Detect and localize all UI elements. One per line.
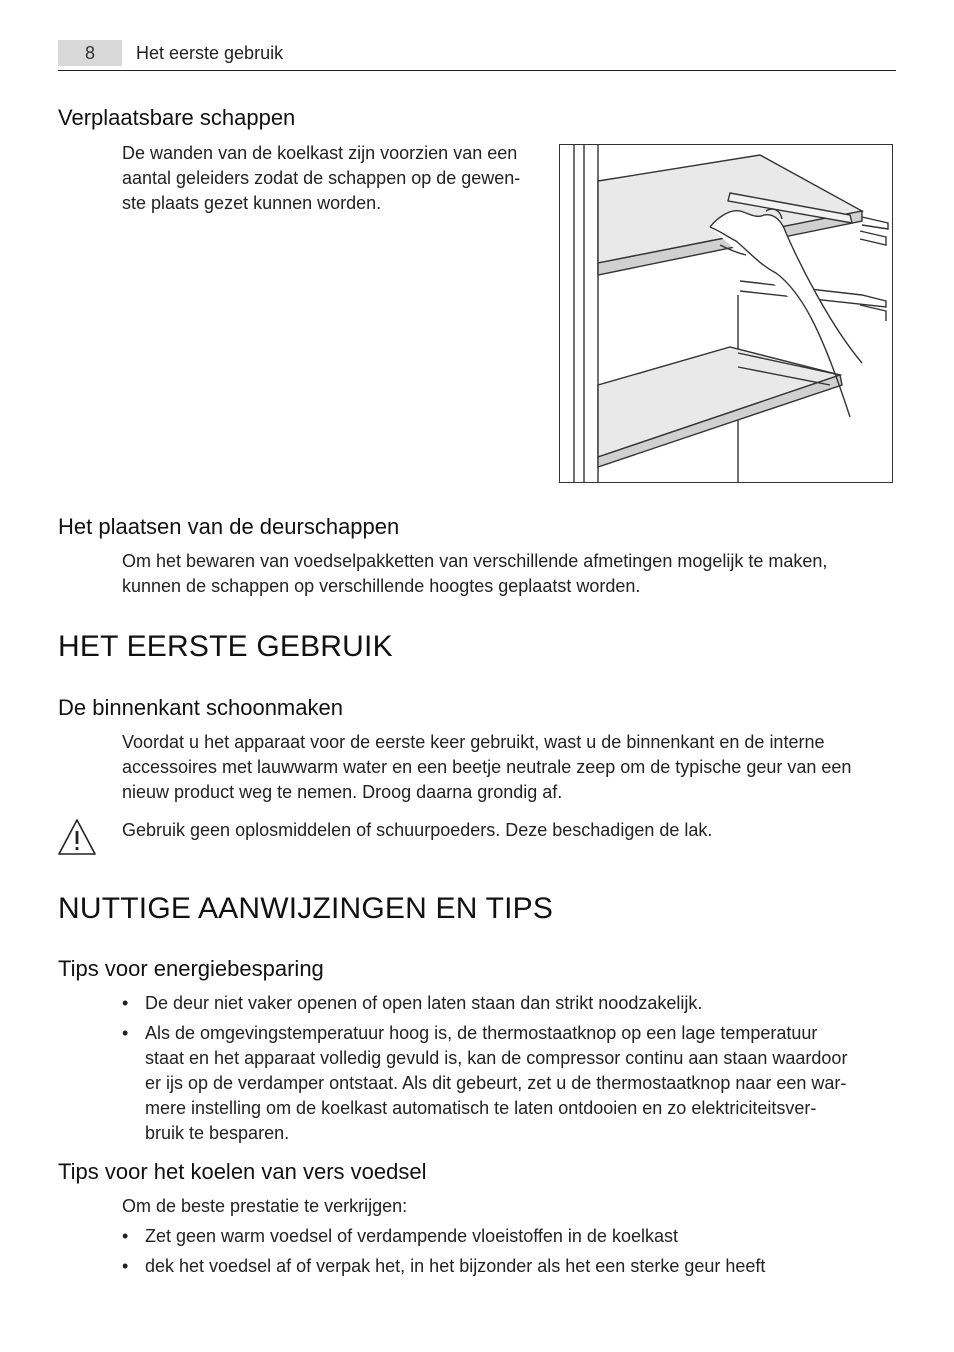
cleaning-line: nieuw product weg te nemen. Droog daarna grondig af.	[122, 782, 563, 802]
bullet-dot: •	[122, 1023, 129, 1043]
running-title: Het eerste gebruik	[136, 43, 284, 63]
fresh-food-bullet-list	[122, 1224, 912, 1279]
bullet-dot: •	[122, 1226, 129, 1246]
cleaning-text	[122, 730, 912, 805]
list-item	[122, 1021, 912, 1146]
cleaning-line: Voordat u het apparaat voor de eerste keer gebruikt, wast u de binnenkant en de interne	[122, 732, 825, 752]
door-shelves-line: Om het bewaren van voedselpakketten van verschillende afmetingen mogelijk te maken,	[122, 551, 828, 571]
list-item	[122, 1224, 912, 1249]
warning-text: Gebruik geen oplosmiddelen of schuurpoeders. Deze beschadigen de lak.	[122, 820, 713, 840]
shelves-text	[122, 141, 552, 216]
bullet-line: staat en het apparaat volledig gevuld is, kan de compressor continu aan staan waardoor	[145, 1048, 848, 1068]
bullet-dot: •	[122, 1256, 129, 1276]
door-shelves-line: kunnen de schappen op verschillende hoogtes geplaatst worden.	[122, 576, 641, 596]
list-item	[122, 1254, 912, 1279]
bullet-line: mere instelling om de koelkast automatisch te laten ontdooien en zo elektriciteitsver-	[145, 1098, 817, 1118]
shelves-line: aantal geleiders zodat de schappen op de gewen-	[122, 168, 521, 188]
bullet-line: De deur niet vaker openen of open laten staan dan strikt noodzakelijk.	[145, 993, 703, 1013]
cleaning-line: accessoires met lauwwarm water en een beetje neutrale zeep om de typische geur van een	[122, 757, 852, 777]
header-rule	[58, 70, 896, 71]
bullet-line: dek het voedsel af of verpak het, in het bijzonder als het een sterke geur heeft	[145, 1256, 766, 1276]
shelves-heading: Verplaatsbare schappen	[58, 105, 296, 130]
page-number: 8	[58, 40, 122, 66]
bullet-line: Zet geen warm voedsel of verdampende vloeistoffen in de koelkast	[145, 1226, 678, 1246]
fresh-food-heading: Tips voor het koelen van vers voedsel	[58, 1159, 427, 1184]
tips-title: NUTTIGE AANWIJZINGEN EN TIPS	[58, 892, 554, 925]
cleaning-heading: De binnenkant schoonmaken	[58, 695, 343, 720]
energy-bullet-list	[122, 991, 912, 1146]
bullet-line: bruik te besparen.	[145, 1123, 290, 1143]
bullet-line: Als de omgevingstemperatuur hoog is, de thermostaatknop op een lage temperatuur	[145, 1023, 818, 1043]
fresh-food-intro: Om de beste prestatie te verkrijgen:	[122, 1196, 408, 1216]
door-shelves-text	[122, 549, 902, 599]
list-item	[122, 991, 912, 1016]
door-shelves-heading: Het plaatsen van de deurschappen	[58, 514, 400, 539]
shelves-line: De wanden van de koelkast zijn voorzien van een	[122, 143, 518, 163]
energy-heading: Tips voor energiebesparing	[58, 956, 324, 981]
warning-triangle-icon	[57, 818, 97, 856]
bullet-dot: •	[122, 993, 129, 1013]
shelves-line: ste plaats gezet kunnen worden.	[122, 193, 382, 213]
bullet-line: er ijs op de verdamper ontstaat. Als dit gebeurt, zet u de thermostaatknop naar een war-	[145, 1073, 847, 1093]
shelf-placement-illustration	[559, 144, 893, 483]
first-use-title: HET EERSTE GEBRUIK	[58, 630, 393, 663]
